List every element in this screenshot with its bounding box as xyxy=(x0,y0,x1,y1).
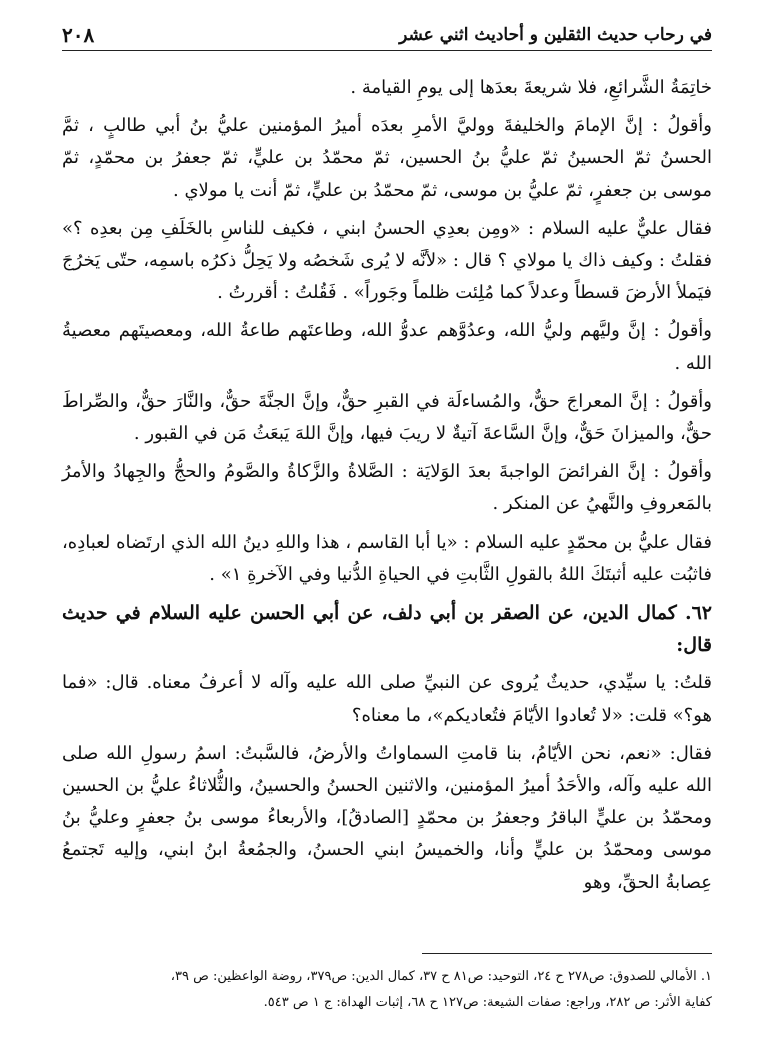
paragraph: قلتُ: يا سيِّدي، حديثٌ يُروى عن النبيِّ صلى الله عليه وآله لا أعرفُ معناه. قال: «فما هو؟» قلت: «لا تُعادوا الأيّامَ فتُعاديكم»، ما معناه؟ xyxy=(62,672,712,726)
paragraph: خاتِمَةُ الشَّرائعِ، فلا شريعةَ بعدَها إلى يومِ القيامة . xyxy=(350,77,712,98)
footnote-line: كفاية الأثر: ص ٢٨٢، وراجع: صفات الشيعة: ص١٢٧ ح ٦٨، إثبات الهداة: ج ١ ص ٥٤٣. xyxy=(263,995,712,1010)
page-header xyxy=(62,20,712,51)
page-body xyxy=(62,72,712,905)
paragraph: وأقولُ : إنَّ الإمامَ والخليفةَ ووليَّ الأمرِ بعدَه أميرُ المؤمنين عليُّ بنُ أبي طالبٍ ، ثمَّ الحسنُ ثمّ الحسينُ ثمّ عليُّ بنُ الحسين، ثمّ محمّدُ بن عليٍّ، ثمّ جعفرُ بن محمّدٍ، ثمّ موسى بن جعفرٍ، ثمّ عليُّ بن موسى، ثمّ محمّدُ بن عليٍّ، ثمّ أنت يا مولاي . xyxy=(62,115,712,201)
footnote-line: ١. الأمالي للصدوق: ص٢٧٨ ح ٢٤، التوحيد: ص٨١ ح ٣٧، كمال الدين: ص٣٧٩، روضة الواعظين: ص ٣٩، xyxy=(170,969,712,984)
paragraph: فقال: «نعم، نحن الأيّامُ، بنا قامتِ السماواتُ والأرضُ، فالسَّبتُ: اسمُ رسولِ الله صلى الله عليه وآله، والأحَدُ أميرُ المؤمنين، والاثنين الحسنُ والحسينُ، والثُّلاثاءُ عليُّ بن الحسين ومحمّدُ بن عليٍّ الباقرُ وجعفرُ بن محمّدٍ [الصادقُ]، والأربعاءُ موسى بنُ جعفرٍ وعليُّ بنُ موسى ومحمّدُ بن عليٍّ وأنا، والخميسُ ابني الحسنُ، والجمُعةُ ابنُ ابني، وإليه تَجتمعُ عِصابةُ الحقِّ، وهو xyxy=(62,742,712,893)
paragraph: فقال عليُّ بن محمّدٍ عليه السلام : «يا أبا القاسم ، هذا واللهِ دينُ الله الذي ارتَضاه لعبادِه، فاثبُت عليه أثبتَكَ اللهُ بالقولِ الثَّابتِ في الحياةِ الدُّنيا وفي الآخرةِ ١» . xyxy=(62,531,712,585)
paragraph: فقال عليٌّ عليه السلام : «ومِن بعدِي الحسنُ ابني ، فكيف للناسِ بالخَلَفِ مِن بعدِه ؟» فقلتُ : وكيف ذاك يا مولاي ؟ قال : «لأنَّه لا يُرى شَخصُه ولا يَحِلُّ ذكرُه باسمِه، حتّى يَخرُجَ فيَملأ الأرضَ قسطاً وعدلاً كما مُلِئت ظلماً وجَوراً» . فَقُلتُ : أقررتُ . xyxy=(62,217,712,304)
footnotes xyxy=(62,964,712,1016)
footnote-divider xyxy=(422,953,712,954)
running-title: في رحاب حديث الثقلين و أحاديث اثني عشر xyxy=(399,25,712,45)
page-number: ٢٠٨ xyxy=(62,23,95,47)
hadith-heading: ٦٢. كمال الدين، عن الصقر بن أبي دلف، عن أبي الحسن عليه السلام في حديث قال: xyxy=(62,602,712,657)
paragraph: وأقولُ : إنَّ الفرائضَ الواجبةَ بعدَ الوَلايَة : الصَّلاةُ والزَّكاةُ والصَّومُ والحجُّ والجِهادُ والأمرُ بالمَعروفِ والنَّهيُ عن المنكر . xyxy=(62,461,712,515)
paragraph: وأقولُ : إنَّ وليَّهم وليُّ الله، وعدُوَّهم عدوُّ الله، وطاعتَهم طاعةُ الله، ومعصيتَهم معصيةُ الله . xyxy=(62,320,712,374)
paragraph: وأقولُ : إنَّ المعراجَ حقٌّ، والمُساءلَة في القبرِ حقٌّ، وإنَّ الجنَّةَ حقٌّ، والنَّارَ حقٌّ، والصِّراطَ حقٌّ، والميزانَ حَقٌّ، وإنَّ السَّاعةَ آتيةٌ لا ريبَ فيها، وإنَّ اللهَ يَبعَثُ مَن في القبور . xyxy=(62,390,712,445)
